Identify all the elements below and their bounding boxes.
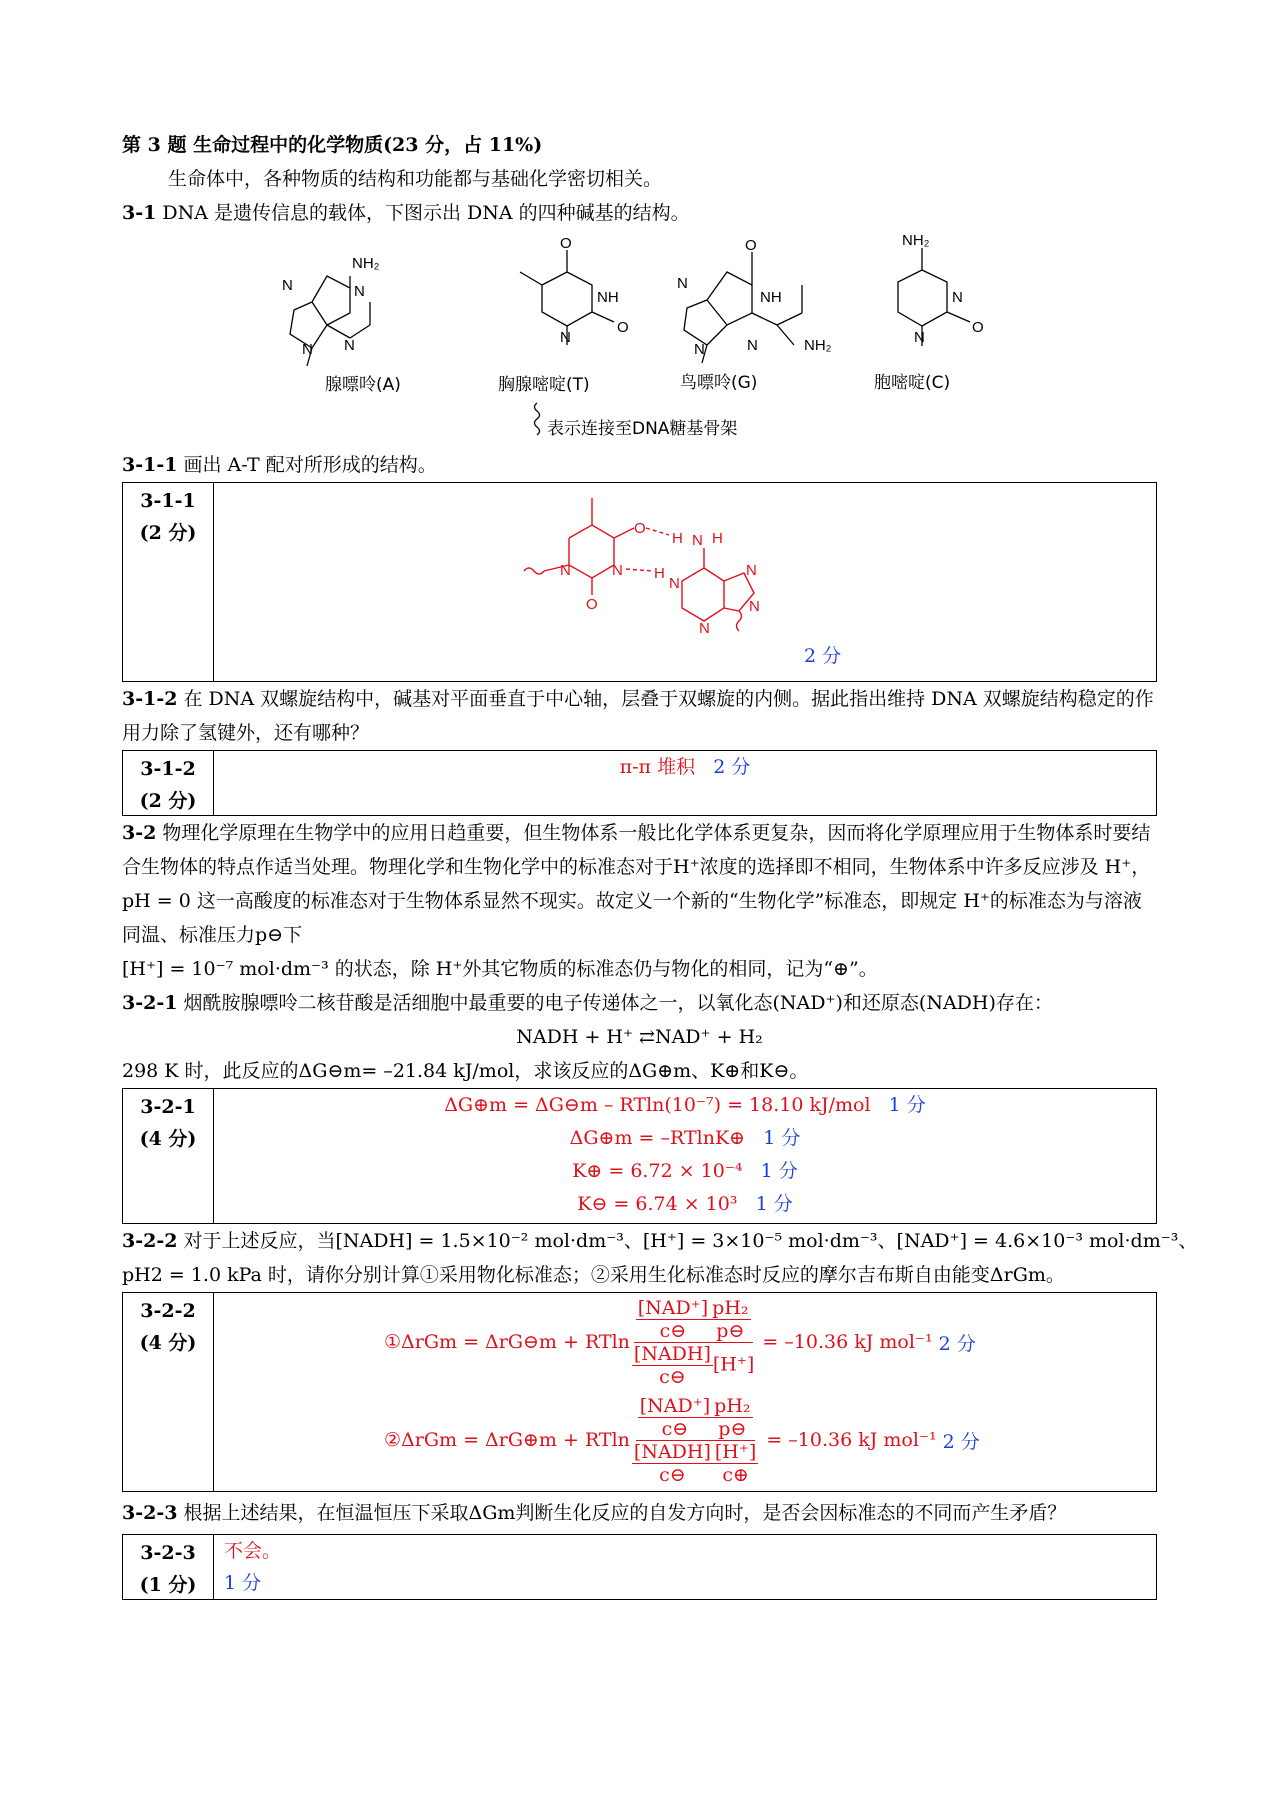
q311-text: 画出 A-T 配对所形成的结构。 <box>183 454 437 476</box>
score: 1 分 <box>763 1127 801 1149</box>
q321-line: 298 K 时，此反应的ΔG⊖m= –21.84 kJ/mol，求该反应的ΔG⊕m、K⊕和K⊖。 <box>122 1060 809 1082</box>
score: 2 分 <box>938 1332 976 1355</box>
equation-1: ①ΔrGm = ΔrG⊖m + RTln $\frac{\text{[NAD⁺]}}{c⊖}$ $\frac{\text{pH₂}}{p⊖}$ $\frac{\text{[NADH]}}{c⊖}$ [H⁺] = –10.36 kJ mol⁻¹ 2 分 <box>384 1296 976 1388</box>
reaction-equation: NADH + H⁺ ⇄NAD⁺ + H₂ <box>516 1026 763 1048</box>
guanine-n-label: N <box>677 275 688 292</box>
answer-box-322 <box>122 1292 1157 1492</box>
svg-text:N: N <box>749 598 760 615</box>
adenine-nh2-label: NH₂ <box>352 255 380 272</box>
question-title: 第 3 题 生命过程中的化学物质(23 分，占 11%) <box>122 134 543 156</box>
answer-box-321 <box>122 1088 1157 1224</box>
answer-text: π-π 堆积 <box>619 756 696 778</box>
answer-label: 3-2-3 (1 分) <box>123 1535 214 1599</box>
q322-line2: pH2 = 1.0 kPa 时，请你分别计算①采用物化标准态；②采用生化标准态时反应的摩尔吉布斯自由能变ΔrGm。 <box>122 1264 1065 1286</box>
bases-structures <box>122 230 1157 440</box>
guanine-n-label: N <box>747 337 758 354</box>
score: 1 分 <box>755 1193 793 1215</box>
adenine-n-label: N <box>282 277 293 294</box>
adenine-n-label: N <box>302 341 313 358</box>
cytosine-n-label: N <box>914 329 925 346</box>
guanine-o-label: O <box>745 237 757 254</box>
svg-text:N: N <box>612 562 623 579</box>
svg-text:N: N <box>560 562 571 579</box>
answer-text: 不会。 <box>224 1540 282 1562</box>
legend-text: 表示连接至DNA糖基骨架 <box>547 419 738 439</box>
adenine-n-label: N <box>354 283 365 300</box>
q322-text: 对于上述反应，当[NADH] = 1.5×10⁻² mol·dm⁻³、[H⁺] = 3×10⁻⁵ mol·dm⁻³、[NAD⁺] = 4.6×10⁻³ mol·dm⁻³、 <box>183 1230 1198 1252</box>
equation: K⊖ = 6.74 × 10³ <box>577 1193 738 1215</box>
q31-number: 3-1 <box>122 202 157 224</box>
q32-line2: [H⁺] = 10⁻⁷ mol·dm⁻³ 的状态，除 H⁺外其它物质的标准态仍与物化的相同，记为“⊕”。 <box>122 958 878 980</box>
answer-label: 3-2-1 (4 分) <box>123 1089 214 1223</box>
equation: ΔG⊕m = –RTlnK⊕ <box>569 1127 746 1149</box>
q32: 3-2 物理化学原理在生物学中的应用日趋重要，但生物体系一般比化学体系更复杂，因而将化学原理应用于生物体系时要结合生物体的特点作适当处理。物理化学和生物化学中的标准态对于H⁺浓度的选择即不相同，生物体系中许多反应涉及 H⁺，pH = 0 这一高酸度的标准态对于生物体系显然不现实。故定义一个新的“生物化学”标准态，即规定 H⁺的标准态为与溶液同温、标准压力p⊖下 <box>122 822 1151 946</box>
thymine-o-label: O <box>617 319 629 336</box>
guanine-nh2-label: NH₂ <box>804 337 832 354</box>
score: 1 分 <box>760 1160 798 1182</box>
cytosine-o-label: O <box>972 319 984 336</box>
cytosine-nh2-label: NH₂ <box>902 232 930 249</box>
guanine-name: 鸟嘌呤(G) <box>680 373 758 393</box>
answer-box-311 <box>122 482 1157 682</box>
q321-text: 烟酰胺腺嘌呤二核苷酸是活细胞中最重要的电子传递体之一，以氧化态(NAD⁺)和还原态(NADH)存在： <box>183 992 1053 1014</box>
svg-text:H: H <box>672 530 683 547</box>
cytosine-name: 胞嘧啶(C) <box>874 373 951 393</box>
q311-number: 3-1-1 <box>122 454 178 476</box>
svg-text:N: N <box>699 620 710 637</box>
score: 2 分 <box>713 756 751 778</box>
equation: K⊕ = 6.72 × 10⁻⁴ <box>572 1160 743 1182</box>
answer-label: 3-1-2 (2 分) <box>123 751 214 815</box>
guanine-nh-label: NH <box>760 289 782 306</box>
score: 2 分 <box>942 1430 980 1453</box>
cytosine-n-label: N <box>952 289 963 306</box>
q322-number: 3-2-2 <box>122 1230 178 1252</box>
svg-text:N: N <box>669 575 680 592</box>
bases-figure <box>122 230 1157 440</box>
page <box>122 128 1198 1600</box>
guanine-n-label: N <box>694 341 705 358</box>
svg-text:N: N <box>746 562 757 579</box>
q323: 3-2-3 根据上述结果，在恒温恒压下采取ΔGm判断生化反应的自发方向时，是否会因标准态的不同而产生矛盾？ <box>122 1502 1067 1524</box>
equation: ΔG⊕m = ΔG⊖m – RTln(10⁻⁷) = 18.10 kJ/mol <box>444 1094 871 1116</box>
answer-box-312 <box>122 750 1157 816</box>
thymine-name: 胸腺嘧啶(T) <box>498 375 590 395</box>
answer-label: 3-2-2 (4 分) <box>123 1293 214 1491</box>
adenine-name: 腺嘌呤(A) <box>325 375 401 395</box>
svg-text:H: H <box>654 565 665 582</box>
intro-text: 生命体中，各种物质的结构和功能都与基础化学密切相关。 <box>168 168 663 190</box>
svg-text:H: H <box>712 530 723 547</box>
thymine-nh-label: NH <box>597 289 619 306</box>
svg-text:N: N <box>692 532 703 549</box>
answer-box-323 <box>122 1534 1157 1600</box>
svg-text:O: O <box>586 596 598 613</box>
score: 1 分 <box>888 1094 926 1116</box>
score: 2 分 <box>804 645 842 667</box>
thymine-o-label: O <box>560 235 572 252</box>
thymine-n-label: N <box>560 329 571 346</box>
score: 1 分 <box>224 1572 262 1594</box>
q312: 3-1-2 在 DNA 双螺旋结构中，碱基对平面垂直于中心轴，层叠于双螺旋的内侧。据此指出维持 DNA 双螺旋结构稳定的作用力除了氢键外，还有哪种？ <box>122 688 1154 744</box>
equation-2: ②ΔrGm = ΔrG⊕m + RTln $\frac{\text{[NAD⁺]}}{c⊖}$ $\frac{\text{pH₂}}{p⊖}$ $\frac{\text{[NADH]}}{c⊖}$ $\frac{[H^+]}{c\oplus}$ = –10.36 kJ mol⁻¹ 2 分 <box>384 1394 980 1486</box>
adenine-n-label: N <box>344 337 355 354</box>
answer-label: 3-1-1 (2 分) <box>123 483 214 681</box>
q31-text: DNA 是遗传信息的载体，下图示出 DNA 的四种碱基的结构。 <box>162 202 690 224</box>
svg-text:O: O <box>634 520 646 537</box>
q321-number: 3-2-1 <box>122 992 178 1014</box>
at-pair-structure <box>214 483 1154 679</box>
